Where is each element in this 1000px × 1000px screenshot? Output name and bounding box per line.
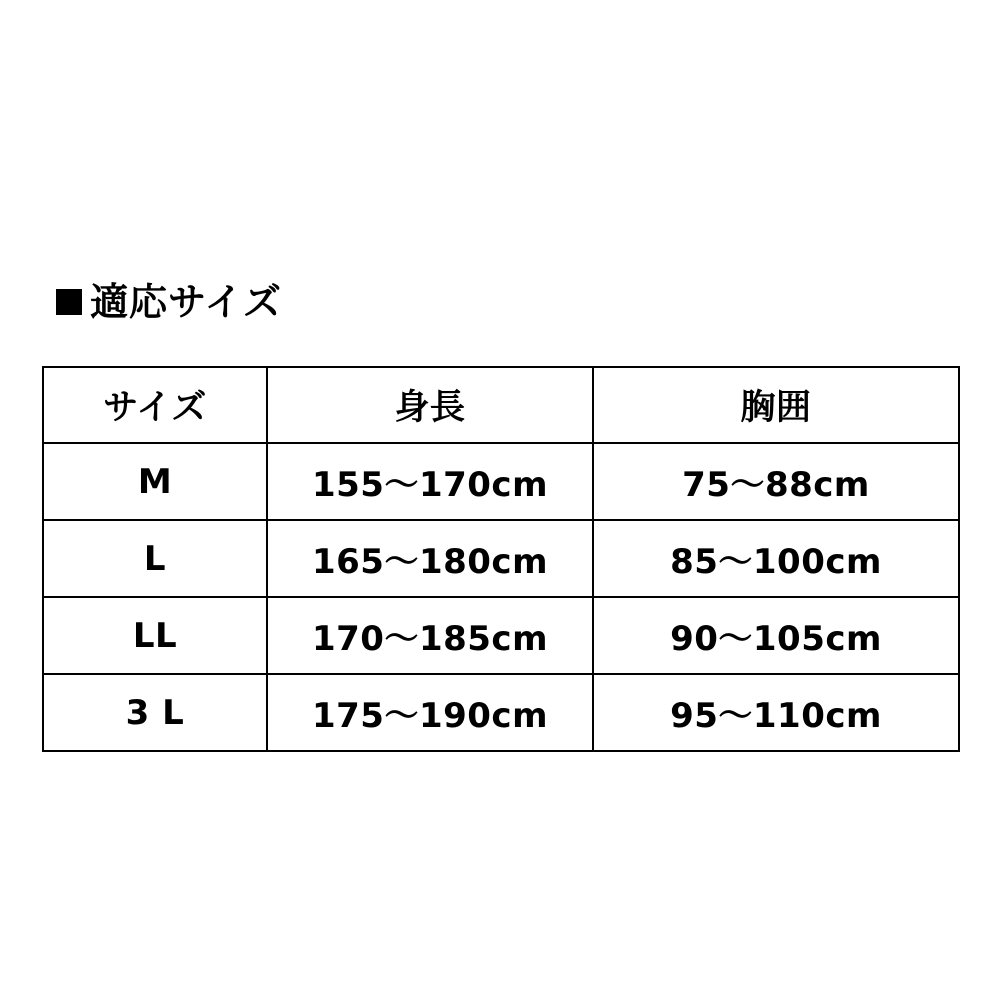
- cell-size: M: [43, 443, 267, 520]
- cell-height: 175〜190cm: [267, 674, 593, 751]
- cell-size: LL: [43, 597, 267, 674]
- column-header-size: サイズ: [43, 367, 267, 443]
- cell-height: 170〜185cm: [267, 597, 593, 674]
- table-header-row: [43, 367, 959, 443]
- table-row: [43, 520, 959, 597]
- cell-chest: 90〜105cm: [593, 597, 959, 674]
- size-chart-table: [42, 366, 960, 752]
- table-row: [43, 597, 959, 674]
- page-title-label: 適応サイズ: [90, 280, 282, 324]
- cell-size: L: [43, 520, 267, 597]
- cell-height: 155〜170cm: [267, 443, 593, 520]
- square-bullet-icon: [56, 289, 82, 315]
- column-header-height: 身長: [267, 367, 593, 443]
- table-row: [43, 674, 959, 751]
- cell-chest: 75〜88cm: [593, 443, 959, 520]
- cell-chest: 95〜110cm: [593, 674, 959, 751]
- table-row: [43, 443, 959, 520]
- cell-height: 165〜180cm: [267, 520, 593, 597]
- cell-chest: 85〜100cm: [593, 520, 959, 597]
- page-title: [56, 280, 282, 324]
- column-header-chest: 胸囲: [593, 367, 959, 443]
- cell-size: 3 L: [43, 674, 267, 751]
